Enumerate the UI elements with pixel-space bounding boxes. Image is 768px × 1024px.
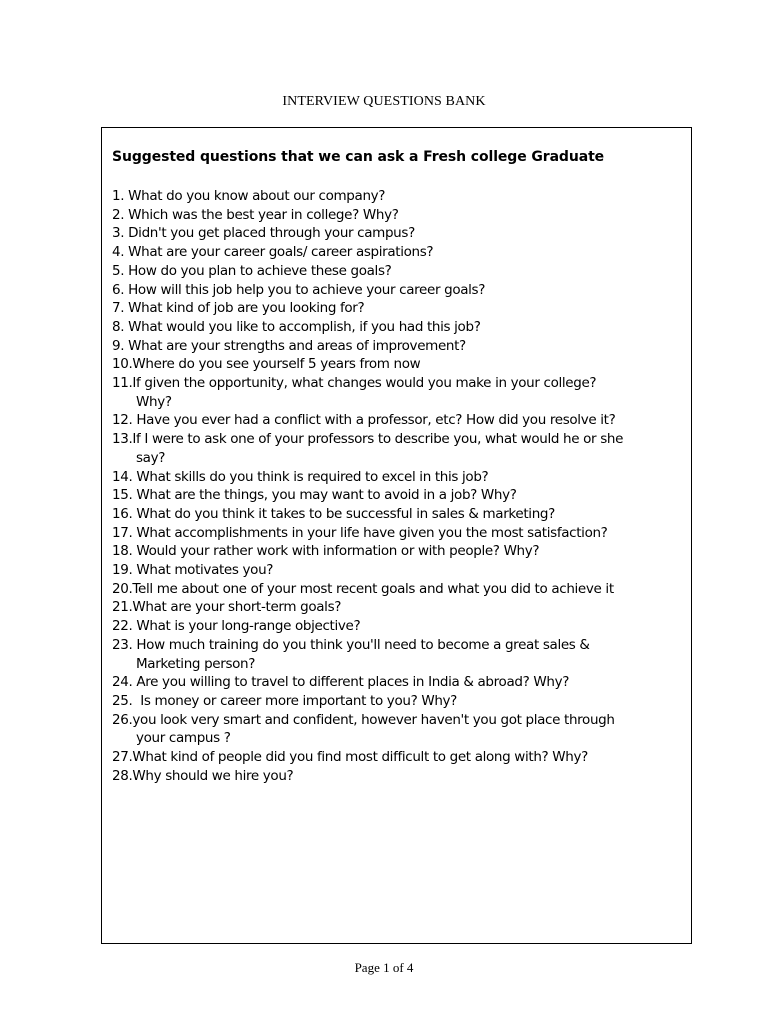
question-number: 24. [112,674,133,691]
question-number: 19. [112,562,133,579]
question-item [112,224,682,243]
question-number: 20. [112,580,133,597]
question-text: What are the things, you may want to avoid in a job? Why? [132,487,517,504]
question-text: What do you know about our company? [124,188,386,204]
question-continuation: your campus ? [136,730,231,747]
question-text: Are you willing to travel to different places in India & abroad? Why? [132,674,570,691]
question-text: What do you think it takes to be successful in sales & marketing? [132,505,555,522]
question-item [112,542,682,561]
question-text: Have you ever had a conflict with a professor, etc? How did you resolve it? [132,412,616,429]
question-item [112,262,682,281]
question-text: What are your strengths and areas of improvement? [124,337,466,354]
question-text: What is your long-range objective? [132,618,361,635]
question-item [112,355,682,374]
question-item [112,337,682,356]
question-text: you look very smart and confident, however haven't you got place through [132,711,615,728]
question-number: 23. [112,636,133,653]
question-item [112,580,682,599]
question-text: What kind of job are you looking for? [124,300,365,317]
question-item [112,318,682,337]
question-item [112,411,682,430]
question-text: Which was the best year in college? Why? [124,206,399,223]
question-item [112,598,682,617]
question-text: What are your short-term goals? [132,599,342,616]
question-text: Would your rather work with information or with people? Why? [132,543,540,560]
question-text: What would you like to accomplish, if you had this job? [124,318,481,335]
question-number: 22. [112,618,133,635]
question-text: What motivates you? [132,562,274,579]
question-item [112,524,682,543]
question-continuation: Why? [136,393,172,410]
question-number: 11. [112,375,133,392]
question-item [112,281,682,300]
questions-list [112,187,682,786]
question-item [112,299,682,318]
question-item [112,767,682,786]
question-number: 14. [112,468,133,485]
question-number: 8. [112,318,125,335]
question-item [112,243,682,262]
question-item [112,486,682,505]
question-number: 28. [112,767,133,784]
question-number: 7. [112,300,125,317]
question-text: What kind of people did you find most difficult to get along with? Why? [132,749,588,766]
question-number: 12. [112,412,133,429]
question-text: How much training do you think you'll need to become a great sales & [132,636,590,653]
question-number: 9. [112,337,125,354]
question-item [112,505,682,524]
question-number: 4. [112,244,125,261]
question-number: 27. [112,749,133,766]
question-text: What accomplishments in your life have given you the most satisfaction? [132,524,608,541]
question-item [112,673,682,692]
question-text: Tell me about one of your most recent goals and what you did to achieve it [132,580,614,597]
question-number: 16. [112,505,133,522]
section-heading: Suggested questions that we can ask a Fresh college Graduate [112,149,605,165]
question-item [112,748,682,767]
question-text: How will this job help you to achieve your career goals? [124,281,486,298]
question-item [112,374,682,393]
question-item [112,187,682,206]
question-text: Why should we hire you? [132,767,294,784]
document-title: INTERVIEW QUESTIONS BANK [282,94,486,109]
question-text: If given the opportunity, what changes would you make in your college? [132,375,597,392]
question-text: What are your career goals/ career aspirations? [124,244,434,261]
question-number: 25. [112,692,133,709]
question-text: Where do you see yourself 5 years from now [132,356,421,373]
question-number: 26. [112,711,133,728]
question-item [112,636,682,655]
question-item [112,468,682,487]
question-item [112,561,682,580]
question-number: 13. [112,431,133,448]
question-item [112,692,682,711]
question-text: If I were to ask one of your professors to describe you, what would he or she [132,431,624,448]
question-item [112,711,682,730]
question-text: Didn't you get placed through your campus? [124,225,415,242]
question-number: 18. [112,543,133,560]
question-text: Is money or career more important to you? Why? [132,692,457,709]
question-number: 5. [112,262,125,279]
questions-box [101,127,692,944]
question-item [112,206,682,225]
question-continuation: say? [136,449,166,466]
question-continuation: Marketing person? [136,655,256,672]
question-text: How do you plan to achieve these goals? [124,262,392,279]
question-number: 1. [112,188,125,204]
question-item [112,430,682,449]
question-number: 21. [112,599,133,616]
question-text: What skills do you think is required to excel in this job? [132,468,489,485]
question-number: 17. [112,524,133,541]
question-number: 10. [112,356,133,373]
page-number: Page 1 of 4 [354,960,414,975]
question-item [112,617,682,636]
question-number: 2. [112,206,125,223]
question-number: 15. [112,487,133,504]
question-number: 3. [112,225,125,242]
question-number: 6. [112,281,125,298]
